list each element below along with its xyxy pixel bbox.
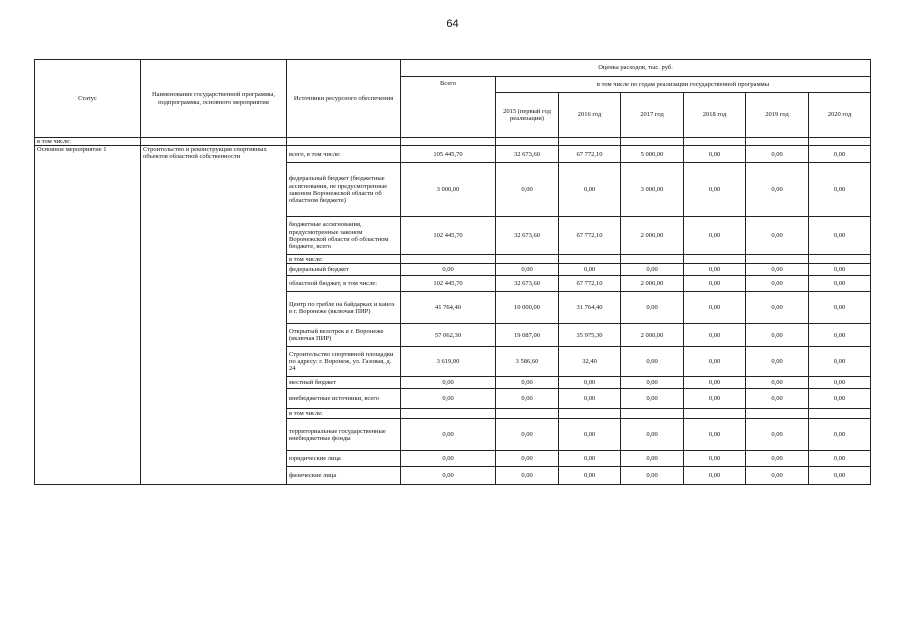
value-2016: 0,00	[559, 451, 621, 467]
value-2015: 0,00	[496, 377, 559, 389]
value-2020: 0,00	[809, 467, 871, 485]
header-year-2020: 2020 год	[809, 93, 871, 138]
value-2015: 32 673,60	[496, 276, 559, 292]
header-by-years: в том числе по годам реализации государственной программы	[496, 77, 871, 93]
value-total: 102 445,70	[401, 276, 496, 292]
header-expenses: Оценка расходов, тыс. руб.	[401, 60, 871, 77]
value-2016: 67 772,10	[559, 276, 621, 292]
value-2018: 0,00	[684, 217, 746, 255]
value-total: 57 062,30	[401, 324, 496, 347]
value-2020: 0,00	[809, 292, 871, 324]
value-2019: 0,00	[746, 217, 809, 255]
value-total: 0,00	[401, 451, 496, 467]
source-cell: федеральный бюджет (бюджетные ассигнования, не предусмотренные законом Воронежской области об областном бюджете)	[287, 163, 401, 217]
value-total: 0,00	[401, 377, 496, 389]
value-2018: 0,00	[684, 377, 746, 389]
value-2019: 0,00	[746, 451, 809, 467]
value-2020: 0,00	[809, 264, 871, 276]
value-2019: 0,00	[746, 419, 809, 451]
section-row	[35, 138, 871, 146]
value-2015: 0,00	[496, 389, 559, 409]
value-2017: 0,00	[621, 451, 684, 467]
header-status: Статус	[35, 60, 141, 138]
page-number: 64	[446, 18, 459, 30]
value-2018: 0,00	[684, 451, 746, 467]
budget-table	[34, 59, 871, 485]
value-total: 3 619,00	[401, 347, 496, 377]
value-2018: 0,00	[684, 276, 746, 292]
value-2019: 0,00	[746, 292, 809, 324]
source-cell: Строительство спортивной площадки по адресу: г. Воронеж, ул. Газовая, д. 24	[287, 347, 401, 377]
source-cell: территориальные государственные внебюджетные фонды	[287, 419, 401, 451]
source-cell: в том числе:	[287, 255, 401, 264]
value-2016	[559, 409, 621, 419]
value-2015: 0,00	[496, 163, 559, 217]
value-2018: 0,00	[684, 324, 746, 347]
value-2020: 0,00	[809, 377, 871, 389]
value-2016: 0,00	[559, 389, 621, 409]
source-cell: в том числе:	[287, 409, 401, 419]
value-2018: 0,00	[684, 467, 746, 485]
value-2020: 0,00	[809, 451, 871, 467]
value-2019	[746, 409, 809, 419]
value-2018: 0,00	[684, 292, 746, 324]
value-2016: 35 975,30	[559, 324, 621, 347]
value-2019: 0,00	[746, 324, 809, 347]
header-year-2016: 2016 год	[559, 93, 621, 138]
table-row	[35, 146, 871, 163]
value-2019: 0,00	[746, 163, 809, 217]
value-2018: 0,00	[684, 389, 746, 409]
value-2016: 0,00	[559, 419, 621, 451]
value-2015	[496, 255, 559, 264]
measure-name-cell: Строительство и реконструкция спортивных объектов областной собственности	[141, 146, 287, 485]
source-cell: внебюджетные источники, всего	[287, 389, 401, 409]
value-2017: 0,00	[621, 419, 684, 451]
value-2020: 0,00	[809, 347, 871, 377]
value-total: 3 000,00	[401, 163, 496, 217]
value-2017: 3 000,00	[621, 163, 684, 217]
value-2020: 0,00	[809, 217, 871, 255]
value-2017: 0,00	[621, 377, 684, 389]
value-2018	[684, 409, 746, 419]
value-2015: 0,00	[496, 467, 559, 485]
value-2016: 67 772,10	[559, 217, 621, 255]
value-2019: 0,00	[746, 146, 809, 163]
section-label: в том числе:	[35, 138, 141, 146]
value-2019: 0,00	[746, 377, 809, 389]
value-2020: 0,00	[809, 163, 871, 217]
value-2017: 0,00	[621, 389, 684, 409]
value-2019	[746, 255, 809, 264]
value-total: 41 764,40	[401, 292, 496, 324]
value-2017: 0,00	[621, 347, 684, 377]
value-2020	[809, 409, 871, 419]
value-2016	[559, 255, 621, 264]
value-2015: 19 087,00	[496, 324, 559, 347]
value-2019: 0,00	[746, 467, 809, 485]
value-2015	[496, 409, 559, 419]
value-total	[401, 409, 496, 419]
value-2016: 32,40	[559, 347, 621, 377]
header-year-2015: 2015 (первый год реализации)	[496, 93, 559, 138]
value-2017: 2 000,00	[621, 217, 684, 255]
value-2017: 0,00	[621, 264, 684, 276]
value-2015: 0,00	[496, 451, 559, 467]
value-2017	[621, 409, 684, 419]
source-cell: областной бюджет, в том числе:	[287, 276, 401, 292]
header-row-1	[35, 60, 871, 77]
value-total: 0,00	[401, 419, 496, 451]
value-2018	[684, 255, 746, 264]
source-cell: Центр по гребле на байдарках и каноэ в г. Воронеже (включая ПИР)	[287, 292, 401, 324]
value-2015: 0,00	[496, 264, 559, 276]
header-year-2019: 2019 год	[746, 93, 809, 138]
value-2016: 0,00	[559, 467, 621, 485]
value-2017: 0,00	[621, 467, 684, 485]
value-2015: 10 000,00	[496, 292, 559, 324]
source-cell: местный бюджет	[287, 377, 401, 389]
value-2017: 2 000,00	[621, 276, 684, 292]
value-2017: 2 000,00	[621, 324, 684, 347]
value-2016: 0,00	[559, 377, 621, 389]
value-2015: 0,00	[496, 419, 559, 451]
value-2018: 0,00	[684, 419, 746, 451]
value-2020: 0,00	[809, 324, 871, 347]
value-2020	[809, 255, 871, 264]
value-2015: 32 673,60	[496, 217, 559, 255]
value-2020: 0,00	[809, 389, 871, 409]
header-year-2017: 2017 год	[621, 93, 684, 138]
source-cell: бюджетные ассигнования, предусмотренные законом Воронежской области об областном бюджете, всего	[287, 217, 401, 255]
source-cell: Открытый велотрек в г. Воронеже (включая ПИР)	[287, 324, 401, 347]
value-2017: 0,00	[621, 292, 684, 324]
value-2016: 67 772,10	[559, 146, 621, 163]
source-cell: юридические лица	[287, 451, 401, 467]
value-2019: 0,00	[746, 264, 809, 276]
value-2016: 31 764,40	[559, 292, 621, 324]
header-year-2018: 2018 год	[684, 93, 746, 138]
value-total: 0,00	[401, 264, 496, 276]
value-2020: 0,00	[809, 419, 871, 451]
value-2018: 0,00	[684, 146, 746, 163]
source-cell: федеральный бюджет	[287, 264, 401, 276]
value-2017: 5 000,00	[621, 146, 684, 163]
value-2019: 0,00	[746, 276, 809, 292]
value-2015: 3 586,60	[496, 347, 559, 377]
header-name: Наименование государственной программы, подпрограммы, основного мероприятия	[141, 60, 287, 138]
value-2016: 0,00	[559, 264, 621, 276]
value-2018: 0,00	[684, 163, 746, 217]
value-2015: 32 673,60	[496, 146, 559, 163]
value-2017	[621, 255, 684, 264]
value-total: 105 445,70	[401, 146, 496, 163]
status-cell: Основное мероприятие 1	[35, 146, 141, 485]
value-total: 0,00	[401, 467, 496, 485]
value-2016: 0,00	[559, 163, 621, 217]
source-cell: физические лица	[287, 467, 401, 485]
source-cell: всего, в том числе:	[287, 146, 401, 163]
value-total	[401, 255, 496, 264]
value-2018: 0,00	[684, 264, 746, 276]
value-2019: 0,00	[746, 389, 809, 409]
value-total: 0,00	[401, 389, 496, 409]
value-2019: 0,00	[746, 347, 809, 377]
header-sources: Источники ресурсного обеспечения	[287, 60, 401, 138]
value-2020: 0,00	[809, 146, 871, 163]
value-2018: 0,00	[684, 347, 746, 377]
value-2020: 0,00	[809, 276, 871, 292]
value-total: 102 445,70	[401, 217, 496, 255]
header-total: Всего	[401, 77, 496, 138]
